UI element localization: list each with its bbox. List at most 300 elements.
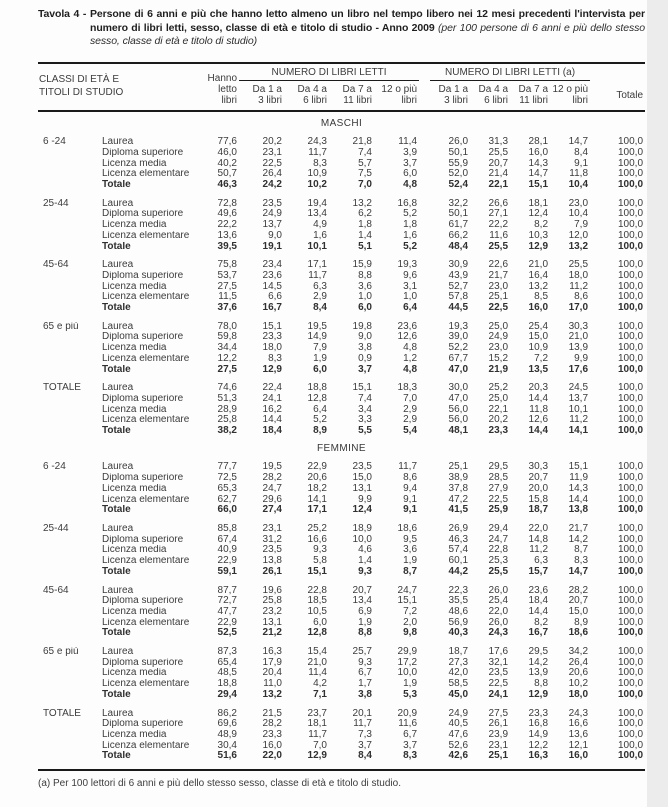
- value-cell: 59,8: [217, 332, 237, 343]
- value-cell: 19,5: [262, 462, 282, 473]
- value-cell: 16,0: [528, 303, 549, 314]
- value-cell: 100,0: [618, 169, 644, 180]
- value-cell: 65,3: [217, 483, 237, 494]
- value-cell: 37,6: [217, 303, 237, 314]
- value-cell: 34,4: [217, 343, 237, 354]
- gap-cell: [419, 271, 430, 282]
- value-cell: 9,9: [358, 494, 372, 505]
- data-row: [38, 148, 645, 159]
- value-cell: 28,2: [262, 473, 282, 484]
- data-row: [38, 322, 645, 333]
- value-cell: 58,5: [448, 679, 469, 690]
- value-cell: 24,9: [262, 209, 282, 220]
- value-cell: 21,7: [568, 524, 589, 534]
- education-cell: Diploma superiore: [102, 147, 184, 158]
- value-cell: 25,2: [488, 383, 509, 394]
- value-cell: 29,5: [528, 647, 549, 658]
- value-cell: 100,0: [618, 281, 644, 292]
- value-cell: 100,0: [618, 740, 644, 751]
- value-cell: 39,0: [448, 332, 469, 343]
- value-cell: 11,6: [398, 719, 418, 730]
- age-group-cell: 45-64: [43, 260, 69, 271]
- value-cell: 18,7: [528, 505, 549, 516]
- value-cell: 18,1: [307, 719, 327, 730]
- gap-cell: [419, 220, 430, 231]
- value-cell: 12,2: [528, 740, 549, 751]
- value-cell: 11,2: [569, 415, 589, 426]
- value-cell: 100,0: [618, 505, 644, 516]
- value-cell: 3,6: [358, 281, 372, 292]
- value-cell: 14,7: [568, 137, 589, 148]
- value-cell: 22,2: [488, 220, 509, 231]
- value-cell: 3,4: [358, 404, 372, 415]
- value-cell: 24,9: [448, 708, 469, 719]
- data-row: [38, 343, 645, 354]
- age-group-cell: 25-44: [43, 524, 69, 534]
- age-group-cell: 25-44: [43, 198, 69, 209]
- value-cell: 25,5: [488, 147, 509, 158]
- value-cell: 11,7: [308, 270, 327, 281]
- value-cell: 22,5: [488, 303, 509, 314]
- age-group-cell: [38, 596, 102, 607]
- value-cell: 3,7: [358, 740, 372, 751]
- value-cell: 100,0: [618, 534, 644, 545]
- spacer-cell: [38, 314, 645, 322]
- footnote: (a) Per 100 lettori di 6 anni e più dello stesso sesso, classe di età e titolo di studio.: [38, 778, 401, 790]
- gap-cell: [419, 394, 430, 405]
- value-cell: 48,9: [217, 729, 237, 740]
- gap-cell: [419, 383, 430, 394]
- value-cell: 15,1: [307, 566, 327, 577]
- value-cell: 16,4: [528, 270, 549, 281]
- gap-cell: [419, 596, 430, 607]
- value-cell: 18,0: [568, 270, 589, 281]
- value-cell: 26,0: [448, 137, 469, 148]
- data-row: [38, 484, 645, 495]
- value-cell: 14,1: [307, 494, 327, 505]
- value-cell: 23,0: [488, 281, 509, 292]
- value-cell: 48,4: [448, 241, 469, 252]
- gap-cell: [419, 719, 430, 730]
- value-cell: 22,1: [488, 180, 509, 191]
- section-title: MASCHI: [320, 117, 363, 129]
- spacer-cell: [38, 191, 645, 199]
- education-cell: Licenza media: [102, 606, 167, 617]
- education-cell: Laurea: [102, 198, 134, 209]
- education-cell: Diploma superiore: [102, 270, 184, 281]
- value-cell: 11,2: [569, 281, 589, 292]
- value-cell: 100,0: [618, 220, 644, 231]
- spacer-cell: [38, 252, 645, 260]
- value-cell: 1,9: [403, 679, 418, 690]
- value-cell: 35,5: [448, 596, 469, 607]
- value-cell: 32,1: [488, 657, 509, 668]
- value-cell: 23,1: [262, 524, 282, 534]
- value-cell: 8,5: [534, 292, 549, 303]
- value-cell: 18,8: [217, 679, 237, 690]
- value-cell: 11,8: [569, 169, 589, 180]
- value-cell: 72,8: [217, 198, 237, 209]
- value-cell: 14,7: [528, 169, 549, 180]
- subcol-7-11-books-a: Da 7 a 11 libri: [510, 80, 550, 111]
- gap-cell: [419, 292, 430, 303]
- value-cell: 6,7: [358, 668, 372, 679]
- value-cell: 16,3: [262, 647, 282, 658]
- value-cell: 6,4: [313, 404, 327, 415]
- data-row: [38, 495, 645, 506]
- age-group-cell: [38, 394, 102, 405]
- value-cell: 52,4: [448, 180, 469, 191]
- value-cell: 3,8: [358, 343, 372, 354]
- value-cell: 100,0: [618, 719, 644, 730]
- value-cell: 44,2: [448, 566, 469, 577]
- value-cell: 21,0: [528, 260, 549, 271]
- value-cell: 11,7: [398, 462, 418, 473]
- value-cell: 22,9: [217, 556, 237, 567]
- value-cell: 13,5: [528, 364, 549, 375]
- value-cell: 25,1: [448, 462, 469, 473]
- value-cell: 28,9: [217, 404, 237, 415]
- value-cell: 22,8: [488, 545, 509, 556]
- value-cell: 25,0: [488, 321, 509, 332]
- data-row: [38, 426, 645, 437]
- block-spacer: [38, 129, 645, 137]
- value-cell: 17,1: [307, 505, 327, 516]
- value-cell: 10,2: [568, 679, 589, 690]
- value-cell: 56,9: [448, 617, 469, 628]
- age-group-cell: [38, 473, 102, 484]
- value-cell: 11,5: [218, 292, 237, 303]
- value-cell: 15,1: [568, 462, 589, 473]
- value-cell: 100,0: [618, 404, 644, 415]
- value-cell: 48,6: [448, 606, 469, 617]
- value-cell: 57,4: [448, 545, 469, 556]
- age-group-cell: [38, 668, 102, 679]
- value-cell: 100,0: [618, 415, 644, 426]
- value-cell: 100,0: [618, 147, 644, 158]
- age-group-cell: 65 e più: [43, 647, 79, 658]
- education-cell: Licenza elementare: [102, 353, 190, 364]
- gap-cell: [419, 679, 430, 690]
- value-cell: 21,4: [488, 169, 509, 180]
- value-cell: 40,9: [217, 545, 237, 556]
- gap-cell: [419, 137, 430, 148]
- data-row: [38, 473, 645, 484]
- value-cell: 26,4: [568, 657, 589, 668]
- page-edge-strip: [647, 0, 668, 807]
- value-cell: 28,2: [568, 585, 589, 596]
- value-cell: 51,6: [217, 751, 237, 762]
- subcol-12plus-books-a: 12 o più libri: [550, 80, 590, 111]
- value-cell: 22,5: [262, 158, 282, 169]
- value-cell: 100,0: [618, 596, 644, 607]
- value-cell: 100,0: [618, 137, 644, 148]
- value-cell: 14,9: [307, 332, 327, 343]
- value-cell: 23,0: [488, 343, 509, 354]
- value-cell: 85,8: [217, 524, 237, 534]
- age-group-cell: [38, 354, 102, 365]
- data-row: [38, 505, 645, 516]
- value-cell: 9,1: [403, 505, 418, 516]
- value-cell: 27,1: [488, 209, 509, 220]
- education-cell: Licenza elementare: [102, 169, 190, 180]
- value-cell: 8,9: [313, 426, 327, 437]
- data-row: [38, 741, 645, 752]
- value-cell: 25,4: [528, 321, 549, 332]
- value-cell: 4,2: [313, 679, 327, 690]
- education-cell: Diploma superiore: [102, 657, 184, 668]
- value-cell: 13,6: [568, 729, 589, 740]
- value-cell: 8,4: [313, 303, 327, 314]
- value-cell: 61,7: [448, 220, 469, 231]
- value-cell: 24,7: [397, 585, 418, 596]
- value-cell: 100,0: [618, 241, 644, 252]
- value-cell: 10,9: [307, 169, 327, 180]
- age-group-cell: [38, 741, 102, 752]
- age-group-cell: [38, 159, 102, 170]
- data-row: [38, 209, 645, 220]
- age-group-cell: [38, 679, 102, 690]
- spacer-cell: [38, 375, 645, 383]
- gap-cell: [419, 730, 430, 741]
- value-cell: 30,3: [568, 321, 589, 332]
- block-spacer: [38, 191, 645, 199]
- value-cell: 100,0: [618, 708, 644, 719]
- value-cell: 9,8: [403, 628, 418, 639]
- value-cell: 10,0: [397, 668, 418, 679]
- value-cell: 100,0: [618, 303, 644, 314]
- block-spacer: [38, 516, 645, 524]
- value-cell: 78,0: [217, 321, 237, 332]
- value-cell: 1,8: [403, 220, 418, 231]
- education-cell: Licenza media: [102, 343, 167, 354]
- value-cell: 100,0: [618, 556, 644, 567]
- value-cell: 8,8: [534, 679, 549, 690]
- value-cell: 23,3: [262, 729, 282, 740]
- value-cell: 2,0: [403, 617, 418, 628]
- value-cell: 16,7: [262, 303, 282, 314]
- block-spacer: [38, 578, 645, 586]
- value-cell: 45,0: [448, 689, 469, 700]
- value-cell: 47,6: [448, 729, 469, 740]
- education-cell: Laurea: [102, 708, 134, 719]
- subcol-4-6-books-a: Da 4 a 6 libri: [470, 80, 510, 111]
- education-cell: Diploma superiore: [102, 719, 184, 730]
- value-cell: 13,9: [568, 343, 589, 354]
- value-cell: 15,1: [397, 596, 418, 607]
- value-cell: 57,8: [448, 292, 469, 303]
- age-group-cell: [38, 148, 102, 159]
- value-cell: 26,0: [488, 585, 509, 596]
- value-cell: 65,4: [217, 657, 237, 668]
- value-cell: 15,8: [528, 494, 549, 505]
- value-cell: 72,5: [217, 473, 237, 484]
- value-cell: 21,2: [262, 628, 282, 639]
- value-cell: 17,9: [262, 657, 282, 668]
- value-cell: 19,3: [448, 321, 469, 332]
- age-group-cell: [38, 282, 102, 293]
- value-cell: 29,4: [488, 524, 509, 534]
- value-cell: 100,0: [618, 668, 644, 679]
- age-group-cell: [38, 242, 102, 253]
- value-cell: 29,9: [397, 647, 418, 658]
- value-cell: 26,0: [488, 617, 509, 628]
- gap-cell: [419, 567, 430, 578]
- value-cell: 1,7: [358, 679, 372, 690]
- spacer-cell: [38, 762, 645, 770]
- value-cell: 24,3: [307, 137, 327, 148]
- value-cell: 6,9: [358, 606, 372, 617]
- value-cell: 12,8: [307, 393, 327, 404]
- value-cell: 10,4: [568, 180, 589, 191]
- value-cell: 20,6: [307, 473, 327, 484]
- value-cell: 27,9: [488, 483, 509, 494]
- value-cell: 12,6: [528, 415, 549, 426]
- value-cell: 6,3: [313, 281, 327, 292]
- value-cell: 25,2: [307, 524, 327, 534]
- value-cell: 59,1: [217, 566, 237, 577]
- value-cell: 5,3: [403, 689, 418, 700]
- data-row: [38, 242, 645, 253]
- block-spacer: [38, 639, 645, 647]
- education-cell: Licenza media: [102, 729, 167, 740]
- value-cell: 38,9: [448, 473, 469, 484]
- value-cell: 9,5: [403, 534, 418, 545]
- value-cell: 48,5: [217, 668, 237, 679]
- value-cell: 13,8: [568, 505, 589, 516]
- value-cell: 18,0: [568, 689, 589, 700]
- value-cell: 8,7: [403, 566, 418, 577]
- value-cell: 9,6: [403, 270, 418, 281]
- value-cell: 24,9: [488, 332, 509, 343]
- gap-cell: [419, 495, 430, 506]
- value-cell: 11,8: [529, 404, 549, 415]
- value-cell: 14,4: [528, 606, 549, 617]
- value-cell: 12,4: [528, 209, 549, 220]
- value-cell: 49,6: [217, 209, 237, 220]
- data-row: [38, 535, 645, 546]
- value-cell: 17,6: [568, 364, 589, 375]
- value-cell: 26,1: [488, 719, 509, 730]
- value-cell: 50,7: [217, 169, 237, 180]
- value-cell: 20,7: [488, 158, 509, 169]
- education-cell: Licenza media: [102, 220, 167, 231]
- value-cell: 22,5: [488, 494, 509, 505]
- education-cell: Licenza media: [102, 545, 167, 556]
- value-cell: 27,5: [217, 281, 237, 292]
- education-cell: Totale: [102, 628, 131, 639]
- value-cell: 14,9: [528, 729, 549, 740]
- value-cell: 15,1: [352, 383, 372, 394]
- value-cell: 30,0: [448, 383, 469, 394]
- subcol-12plus-books: 12 o più libri: [374, 80, 419, 111]
- value-cell: 100,0: [618, 198, 644, 209]
- value-cell: 43,9: [448, 270, 469, 281]
- education-cell: Licenza elementare: [102, 679, 190, 690]
- value-cell: 9,1: [403, 494, 418, 505]
- value-cell: 1,8: [358, 220, 372, 231]
- data-row: [38, 137, 645, 148]
- value-cell: 100,0: [618, 158, 644, 169]
- value-cell: 3,6: [403, 545, 418, 556]
- age-group-cell: [38, 751, 102, 762]
- education-cell: Diploma superiore: [102, 209, 184, 220]
- value-cell: 13,7: [262, 220, 282, 231]
- value-cell: 56,0: [448, 404, 469, 415]
- value-cell: 40,2: [217, 158, 237, 169]
- data-row: [38, 159, 645, 170]
- block-spacer: [38, 375, 645, 383]
- gap-cell: [419, 282, 430, 293]
- table-header: [38, 63, 645, 111]
- value-cell: 13,9: [528, 668, 549, 679]
- data-row: [38, 596, 645, 607]
- value-cell: 52,6: [448, 740, 469, 751]
- value-cell: 23,1: [262, 147, 282, 158]
- value-cell: 16,8: [397, 198, 418, 209]
- gap-cell: [419, 741, 430, 752]
- value-cell: 3,7: [358, 364, 372, 375]
- value-cell: 7,9: [313, 343, 327, 354]
- value-cell: 18,5: [307, 596, 327, 607]
- value-cell: 4,8: [403, 343, 418, 354]
- value-cell: 14,2: [528, 657, 549, 668]
- education-cell: Licenza elementare: [102, 292, 190, 303]
- age-group-cell: [38, 730, 102, 741]
- value-cell: 8,4: [574, 147, 589, 158]
- value-cell: 28,5: [488, 473, 509, 484]
- value-cell: 11,4: [308, 668, 327, 679]
- value-cell: 6,0: [313, 617, 327, 628]
- value-cell: 27,5: [488, 708, 509, 719]
- block-spacer: [38, 454, 645, 462]
- gap-cell: [419, 303, 430, 314]
- value-cell: 14,2: [568, 534, 589, 545]
- age-group-cell: [38, 484, 102, 495]
- value-cell: 24,2: [262, 180, 282, 191]
- value-cell: 7,3: [358, 729, 372, 740]
- value-cell: 66,0: [217, 505, 237, 516]
- value-cell: 100,0: [618, 364, 644, 375]
- gap-cell: [419, 354, 430, 365]
- age-group-cell: [38, 607, 102, 618]
- value-cell: 100,0: [618, 617, 644, 628]
- data-row: [38, 415, 645, 426]
- value-cell: 50,1: [448, 147, 469, 158]
- gap-cell: [419, 415, 430, 426]
- value-cell: 14,1: [568, 426, 589, 437]
- value-cell: 18,1: [528, 198, 549, 209]
- gap-cell: [419, 658, 430, 669]
- value-cell: 23,5: [262, 198, 282, 209]
- gap-cell: [419, 618, 430, 629]
- value-cell: 22,2: [217, 220, 237, 231]
- value-cell: 5,2: [403, 241, 418, 252]
- value-cell: 23,7: [307, 708, 327, 719]
- value-cell: 19,4: [307, 198, 327, 209]
- value-cell: 53,7: [217, 270, 237, 281]
- gap-cell: [419, 524, 430, 535]
- value-cell: 3,9: [403, 147, 418, 158]
- education-cell: Diploma superiore: [102, 473, 184, 484]
- value-cell: 100,0: [618, 292, 644, 303]
- value-cell: 60,1: [448, 556, 469, 567]
- value-cell: 100,0: [618, 260, 644, 271]
- age-group-cell: [38, 271, 102, 282]
- age-group-cell: [38, 405, 102, 416]
- value-cell: 15,0: [568, 606, 589, 617]
- value-cell: 16,0: [528, 147, 549, 158]
